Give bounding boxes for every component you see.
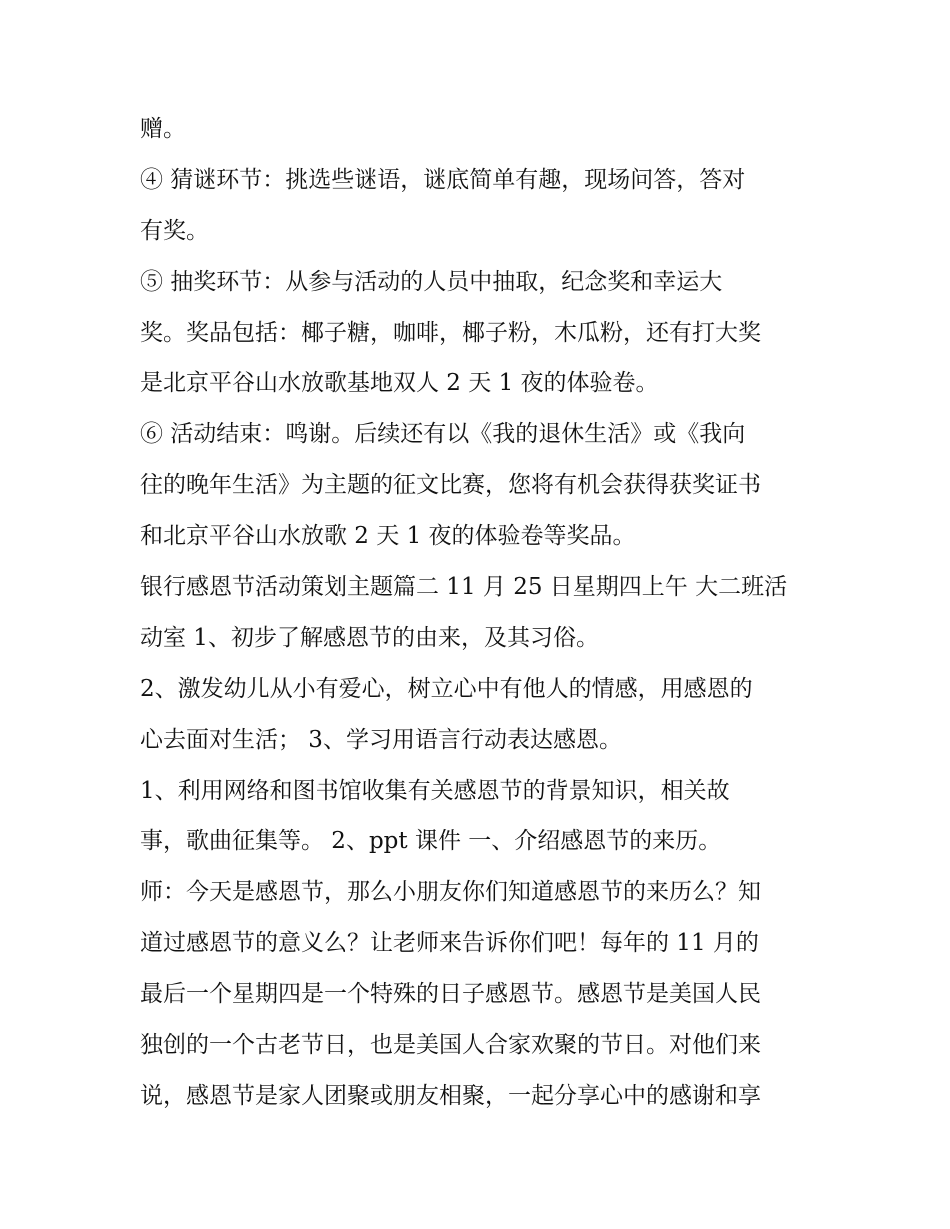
text-line: 银行感恩节活动策划主题篇二 11 月 25 日星期四上午 大二班活 <box>140 574 788 601</box>
text-line: 1、利用网络和图书馆收集有关感恩节的背景知识，相关故 <box>140 777 730 804</box>
text-line: 动室 1、初步了解感恩节的由来，及其习俗。 <box>140 624 599 651</box>
text-line: 是北京平谷山水放歌基地双人 2 天 1 夜的体验卷。 <box>140 370 659 397</box>
text-line: ⑥ 活动结束：鸣谢。后续还有以《我的退休生活》或《我向 <box>140 421 746 448</box>
text-line: 事，歌曲征集等。 2、ppt 课件 一、介绍感恩节的来历。 <box>140 828 722 855</box>
text-line: 心去面对生活； 3、学习用语言行动表达感恩。 <box>140 726 622 753</box>
body-text <box>140 104 820 1122</box>
text-line: 赠。 <box>140 116 186 142</box>
text-line: 说，感恩节是家人团聚或朋友相聚，一起分享心中的感谢和享 <box>140 1082 761 1109</box>
text-line: ④ 猜谜环节：挑选些谜语，谜底简单有趣，现场问答，答对 <box>140 166 746 193</box>
text-line: 有奖。 <box>140 217 209 244</box>
text-line: 和北京平谷山水放歌 2 天 1 夜的体验卷等奖品。 <box>140 523 636 550</box>
text-line: 往的晚年生活》为主题的征文比赛，您将有机会获得获奖证书 <box>140 472 761 499</box>
text-line: 师：今天是感恩节，那么小朋友你们知道感恩节的来历么？知 <box>140 879 761 906</box>
text-line: 最后一个星期四是一个特殊的日子感恩节。感恩节是美国人民 <box>140 981 761 1008</box>
text-line: ⑤ 抽奖环节：从参与活动的人员中抽取，纪念奖和幸运大 <box>140 268 723 295</box>
text-line: 2、激发幼儿从小有爱心，树立心中有他人的情感，用感恩的 <box>140 675 753 702</box>
text-line: 道过感恩节的意义么？让老师来告诉你们吧！每年的 11 月的 <box>140 930 759 957</box>
text-line: 奖。奖品包括：椰子糖，咖啡，椰子粉，木瓜粉，还有打大奖 <box>140 319 761 346</box>
text-line: 独创的一个古老节日，也是美国人合家欢聚的节日。对他们来 <box>140 1032 761 1059</box>
